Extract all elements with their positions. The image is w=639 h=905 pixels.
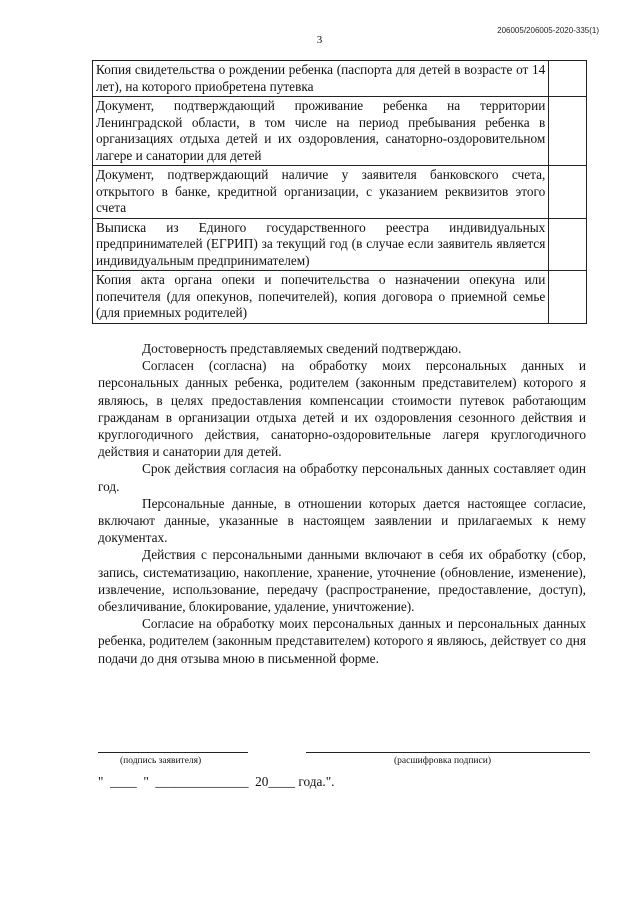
signature-caption: (подпись заявителя) [120,756,202,766]
page-number: 3 [316,34,323,46]
date-line[interactable]: " ____ " ______________ 20____ года.". [98,774,335,789]
checkbox-cell[interactable] [549,218,587,271]
table-row [93,97,587,166]
table-row [93,218,587,271]
consent-paragraph: Согласие на обработку моих персональных данных и персональных данных ребенка, родителем (законным представителем) которого я являюсь, действует со дня подачи до дня отзыва мною в письменной форме. [98,616,586,666]
checkbox-cell[interactable] [549,271,587,324]
document-cell: Копия свидетельства о рождении ребенка (паспорта для детей в возрасте от 14 лет), на которого приобретена путевка [93,61,549,97]
document-cell: Копия акта органа опеки и попечительства о назначении опекуна или попечителя (для опекунов, попечителей), копия договора о приемной семье (для приемных родителей) [93,271,549,324]
consent-paragraph: Действия с персональными данными включают в себя их обработку (сбор, запись, систематизацию, накопление, хранение, уточнение (обновление, изменение), извлечение, использование, передачу (распространение, предоставление, доступ), обезличивание, блокирование, удаление, уничтожение). [98,547,586,615]
signature-line[interactable] [98,752,248,753]
checkbox-cell[interactable] [549,166,587,219]
document-cell: Выписка из Единого государственного реестра индивидуальных предпринимателей (ЕГРИП) за текущий год (в случае если заявитель является индивидуальным предпринимателем) [93,218,549,271]
table-row [93,61,587,97]
consent-paragraph: Срок действия согласия на обработку персональных данных составляет один год. [98,461,586,494]
document-id: 206005/206005-2020-335(1) [497,26,599,35]
table-row [93,271,587,324]
signature-transcript-caption: (расшифровка подписи) [394,756,491,766]
document-cell: Документ, подтверждающий проживание ребенка на территории Ленинградской области, в том числе на период пребывания ребенка в организациях отдыха детей и их оздоровления, санаторно-оздоровительном лагере и санатории для детей [93,97,549,166]
consent-paragraph: Достоверность представляемых сведений подтверждаю. [142,341,462,356]
table-row [93,166,587,219]
signature-transcript-line[interactable] [306,752,590,753]
consent-paragraph: Персональные данные, в отношении которых дается настоящее согласие, включают данные, указанные в настоящем заявлении и прилагаемых к нему документах. [98,495,586,546]
consent-text [98,340,586,667]
documents-table [92,60,587,324]
checkbox-cell[interactable] [549,61,587,97]
consent-paragraph: Согласен (согласна) на обработку моих персональных данных и персональных данных ребенка, родителем (законным представителем) которого я являюсь, в целях предоставления компенсации стоимости путевок работающим гражданам в организации отдыха детей и их оздоровления сезонного действия и круглогодичного действия, санаторно-оздоровительные лагеря круглогодичного действия и санатории для детей. [98,358,586,460]
checkbox-cell[interactable] [549,97,587,166]
document-cell: Документ, подтверждающий наличие у заявителя банковского счета, открытого в банке, кредитной организации, с указанием реквизитов этого счета [93,166,549,219]
